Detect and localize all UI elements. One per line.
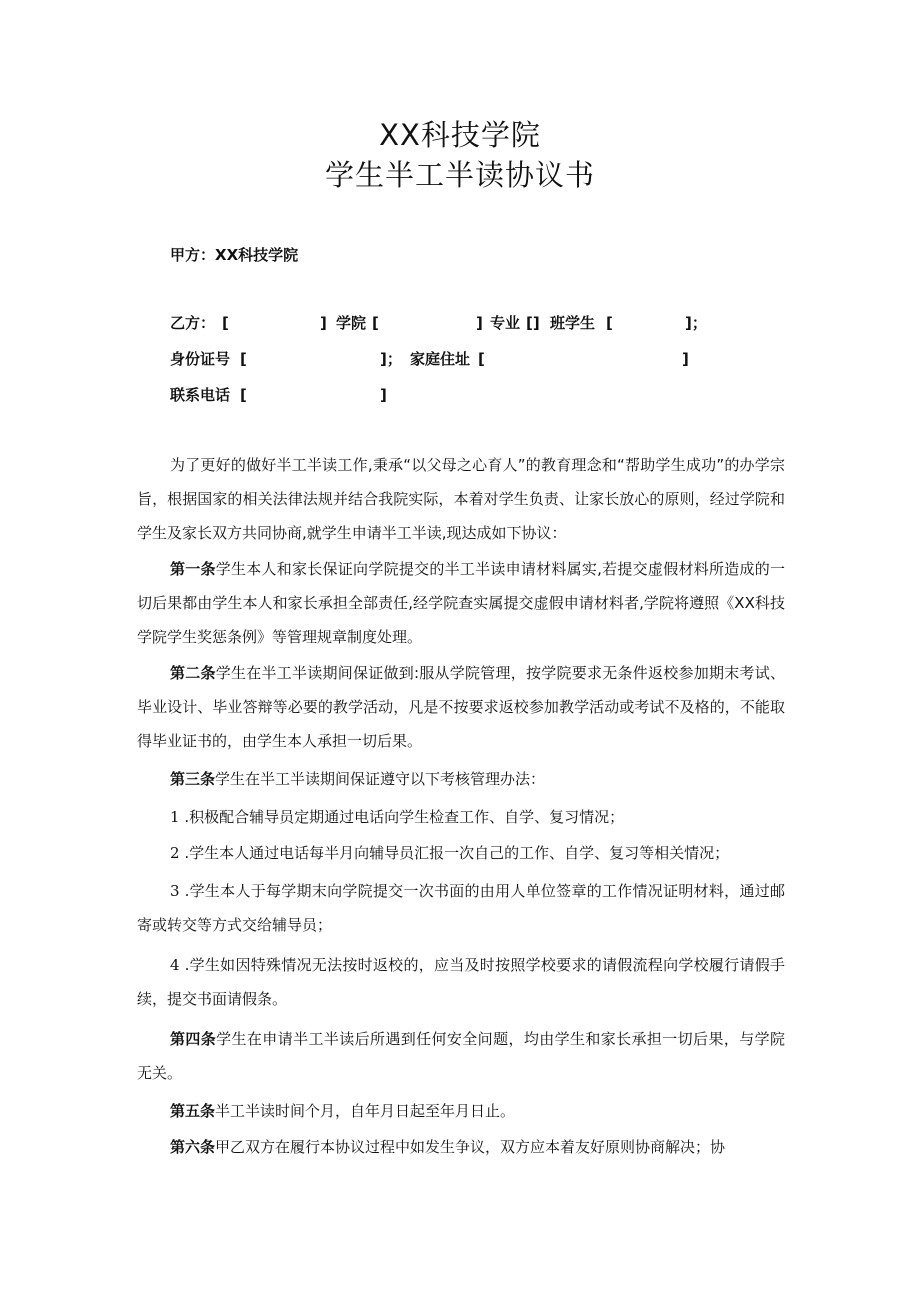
article-6-heading: 第六条 [170, 1138, 216, 1156]
article-2-text: 学生在半工半读期间保证做到:服从学院管理，按学院要求无条件返校参加期末考试、毕业设计、毕业答辩等必要的教学活动，凡是不按要求返校参加教学活动或考试不及格的，不能取得毕业证书的，由学生本人承担一切后果。 [137, 664, 785, 750]
id-label: 身份证号 [170, 350, 231, 368]
list-item-1 [137, 800, 785, 834]
article-2 [137, 656, 785, 758]
party-b-label: 乙方： [170, 314, 216, 332]
article-6 [137, 1130, 785, 1164]
article-3-heading: 第三条 [170, 770, 216, 788]
article-1-text: 学生本人和家长保证向学院提交的半工半读申请材料属实,若提交虚假材料所造成的一切后果都由学生本人和家长承担全部责任,经学院查实属提交虚假申请材料者,学院将遵照《XX科技学院学生奖惩条例》等管理规章制度处理。 [137, 560, 785, 646]
class-student-label: 班学生 [550, 314, 596, 332]
document-title-agreement: 学生半工半读协议书 [324, 158, 595, 192]
list-item-2 [137, 836, 785, 870]
address-close-bracket: ] [682, 350, 689, 368]
name-open-bracket: [ [222, 314, 229, 332]
major-brackets: [] [526, 314, 540, 332]
list-item-2-number: 2 [170, 844, 180, 862]
name-close-bracket: ] [320, 314, 327, 332]
list-item-4 [137, 948, 785, 1016]
student-close-semicolon: ]； [685, 314, 707, 332]
article-5-text: 半工半读时间个月，自年月日起至年月日止。 [215, 1102, 516, 1120]
list-item-1-number: 1 [170, 808, 180, 826]
phone-open-bracket: [ [240, 386, 247, 404]
article-4-text: 学生在申请半工半读后所遇到任何安全问题，均由学生和家长承担一切后果，与学院无关。 [137, 1030, 785, 1082]
phone-line [170, 384, 470, 406]
student-open-bracket: [ [606, 314, 613, 332]
article-3-text: 学生在半工半读期间保证遵守以下考核管理办法： [215, 770, 546, 788]
article-5-heading: 第五条 [170, 1102, 216, 1120]
article-3 [137, 762, 785, 796]
party-b-line [170, 312, 730, 334]
college-open-bracket: [ [372, 314, 379, 332]
article-4-heading: 第四条 [170, 1030, 217, 1048]
college-close-bracket: ] [476, 314, 483, 332]
article-5 [137, 1094, 785, 1128]
college-label: 学院 [336, 314, 367, 332]
list-item-2-text: .学生本人通过电话每半月向辅导员汇报一次自己的工作、自学、复习等相关情况； [184, 844, 730, 862]
phone-label: 联系电话 [170, 386, 231, 404]
list-item-4-number: 4 [170, 956, 180, 974]
list-item-3 [137, 874, 785, 942]
article-2-heading: 第二条 [170, 664, 216, 682]
article-4 [137, 1022, 785, 1090]
party-a: 甲方：XX科技学院 [170, 246, 299, 264]
list-item-3-number: 3 [170, 882, 180, 900]
phone-close-bracket: ] [380, 386, 387, 404]
list-item-1-text: .积极配合辅导员定期通过电话向学生检查工作、自学、复习情况； [184, 808, 625, 826]
id-open-bracket: [ [240, 350, 247, 368]
document-title-school: XX科技学院 [379, 118, 541, 152]
list-item-4-text: .学生如因特殊情况无法按时返校的，应当及时按照学校要求的请假流程向学校履行请假手续，提交书面请假条。 [137, 956, 785, 1008]
list-item-3-text: .学生本人于每学期末向学院提交一次书面的由用人单位签章的工作情况证明材料，通过邮寄或转交等方式交给辅导员； [137, 882, 785, 934]
id-address-line [170, 348, 730, 370]
address-label: 家庭住址 [410, 350, 471, 368]
article-1-heading: 第一条 [170, 560, 216, 578]
address-open-bracket: [ [478, 350, 485, 368]
article-1 [137, 552, 785, 654]
article-6-text: 甲乙双方在履行本协议过程中如发生争议，双方应本着友好原则协商解决；协 [215, 1138, 726, 1156]
id-close-semicolon: ]； [380, 350, 402, 368]
intro-paragraph: 为了更好的做好半工半读工作,秉承“以父母之心育人”的教育理念和“帮助学生成功”的办学宗旨，根据国家的相关法律法规并结合我院实际，本着对学生负责、让家长放心的原则，经过学院和学生及家长双方共同协商,就学生申请半工半读,现达成如下协议： [137, 456, 785, 542]
major-label: 专业 [490, 314, 521, 332]
